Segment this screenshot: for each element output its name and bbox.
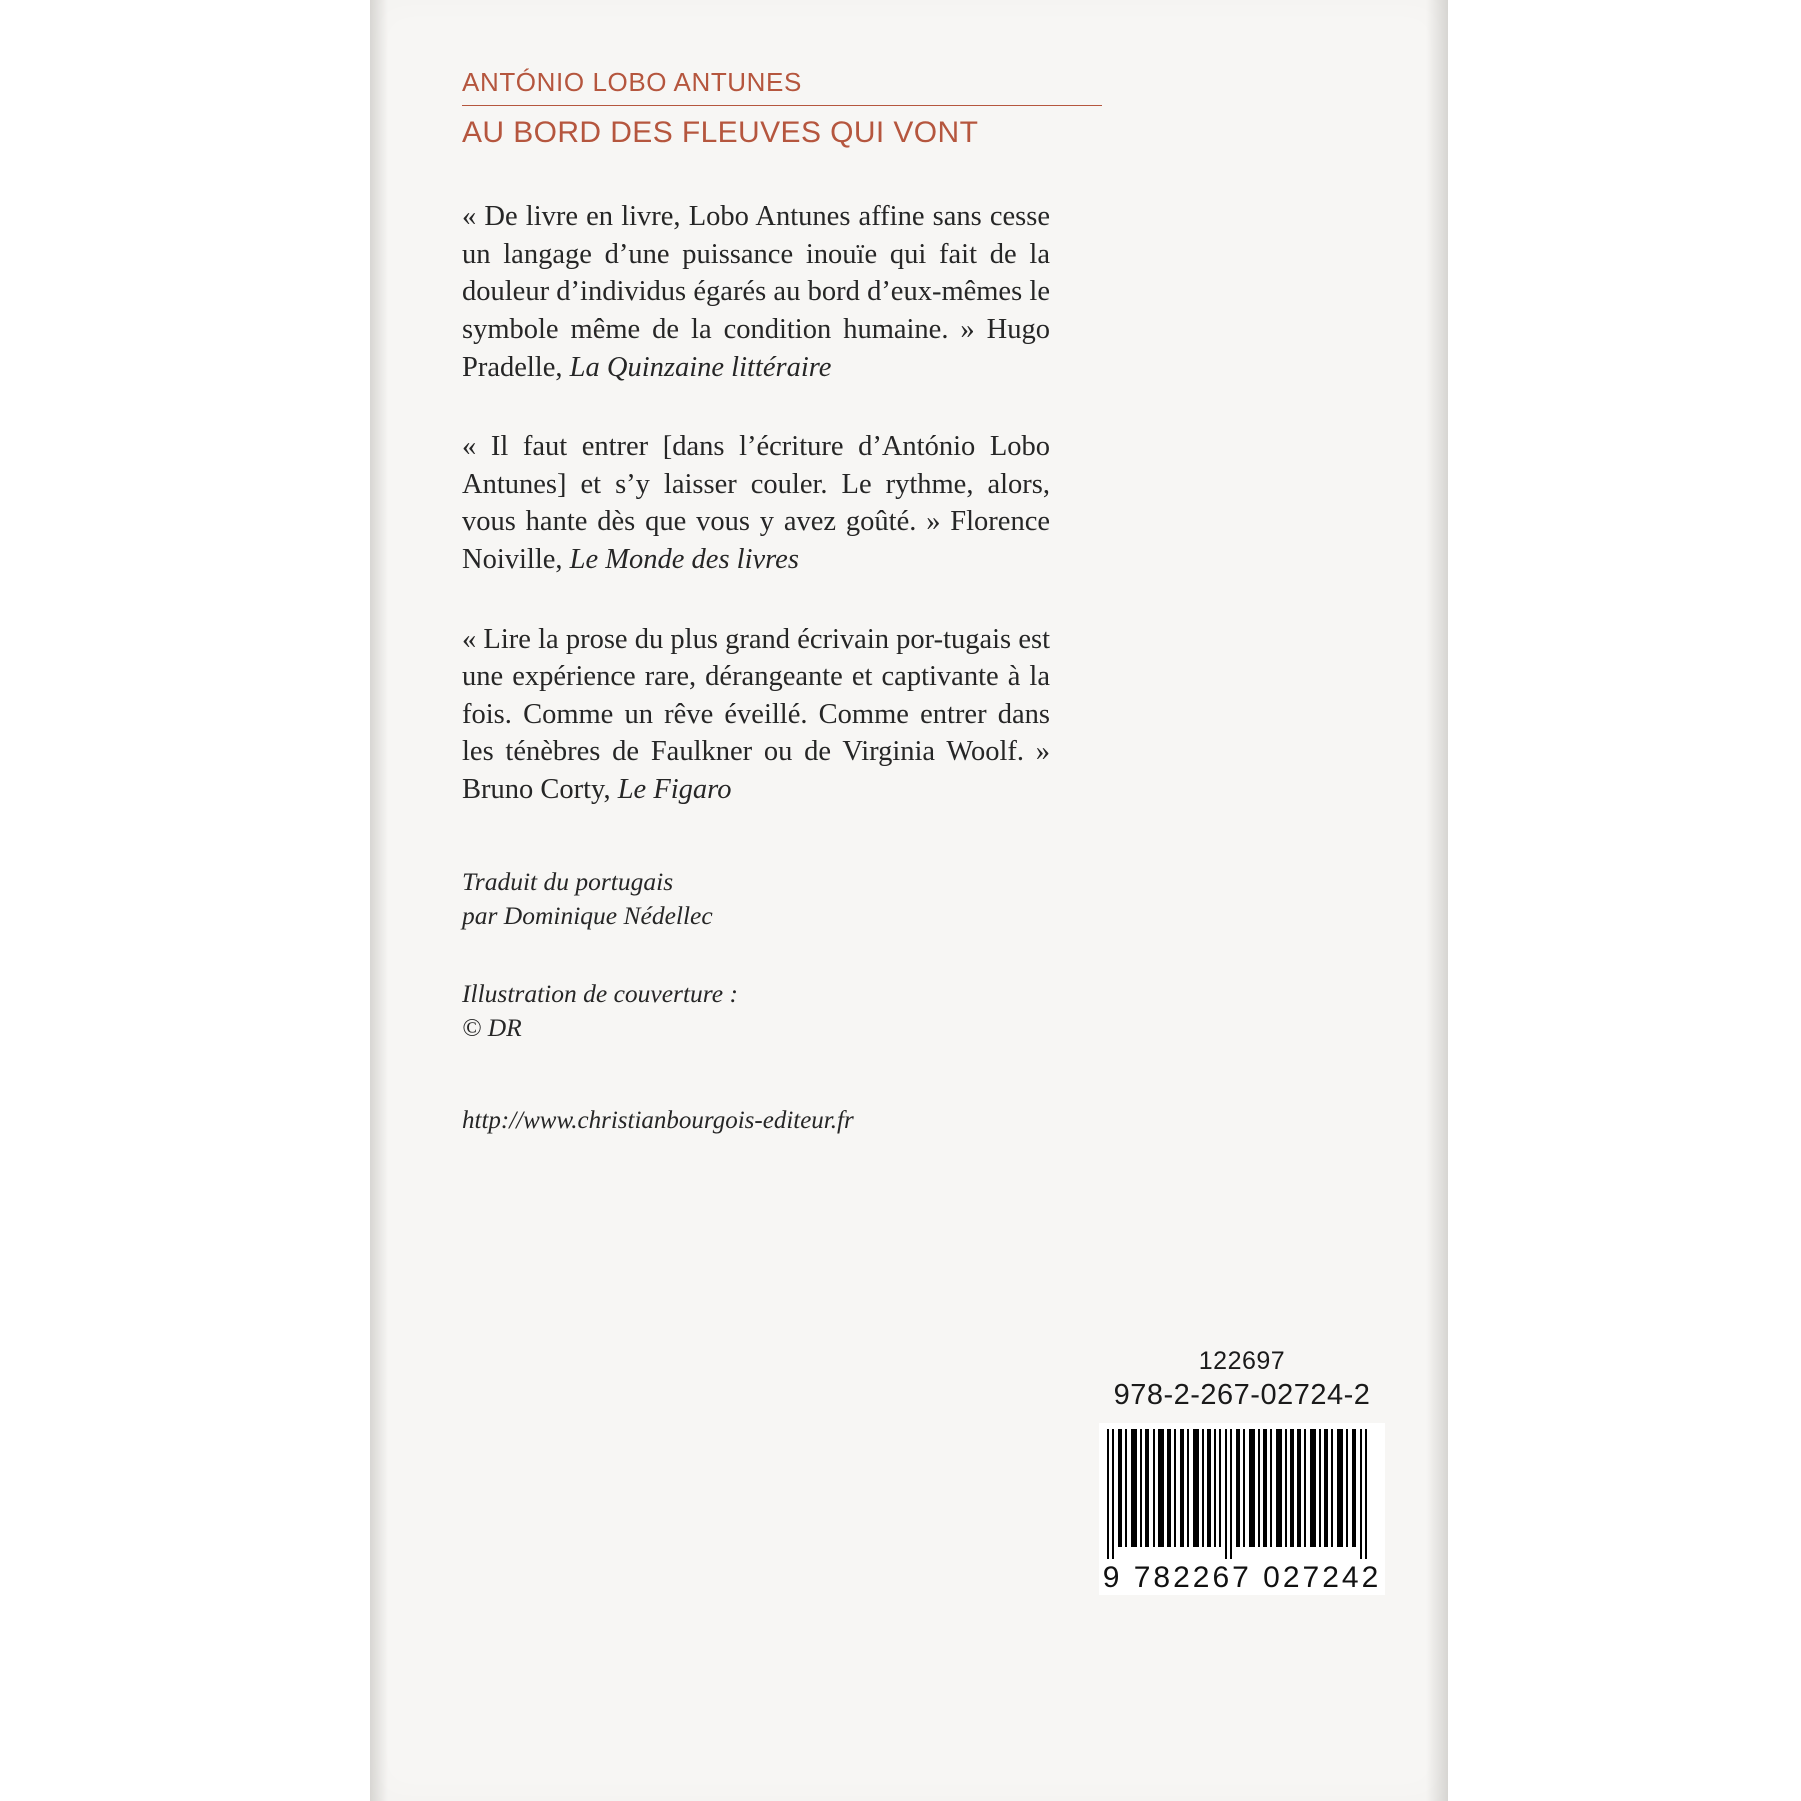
author-name: ANTÓNIO LOBO ANTUNES [462, 67, 802, 97]
barcode-zone [1092, 1345, 1392, 1595]
review-quote [462, 428, 1050, 578]
quote-source: La Quinzaine littéraire [569, 351, 832, 383]
internal-code: 122697 [1198, 1346, 1286, 1375]
quote-text: « Il faut entrer [dans l’écriture d’António Lobo Antunes] et s’y laisser couler. Le rythme, alors, vous hante dès que vous y avez goûté. » Florence Noiville, [462, 431, 1050, 575]
review-quote [462, 621, 1050, 809]
quote-source: Le Figaro [617, 774, 732, 806]
ean13-bars-icon [1103, 1429, 1375, 1559]
book-title: AU BORD DES FLEUVES QUI VONT [462, 115, 979, 149]
publisher-url[interactable]: http://www.christianbourgois-editeur.fr [462, 1107, 854, 1135]
quote-source: Le Monde des livres [569, 543, 799, 575]
review-quote [462, 198, 1050, 386]
ean-digits: 9 782267 027242 [1102, 1561, 1382, 1594]
illustration-credit [462, 977, 1122, 1045]
quote-text: « Lire la prose du plus grand écrivain por-tugais est une expérience rare, dérangeante et captivante à la fois. Comme un rêve éveillé. Comme entrer dans les ténèbres de Faulkner ou de Virginia Woolf. » Bruno Corty, [462, 623, 1050, 806]
barcode-image [1099, 1423, 1386, 1595]
illustration-line-2: © DR [462, 1013, 522, 1043]
translation-credit [462, 865, 1122, 933]
translation-line-2: par Dominique Nédellec [462, 900, 713, 930]
credits-block [462, 865, 1122, 1136]
book-back-cover [370, 0, 1448, 1801]
isbn-number: 978-2-267-02724-2 [1113, 1379, 1371, 1412]
divider [462, 105, 1102, 106]
cover-content [462, 0, 1122, 1801]
translation-line-1: Traduit du portugais [462, 866, 674, 896]
illustration-line-1: Illustration de couverture : [462, 978, 738, 1008]
quote-text: « De livre en livre, Lobo Antunes affine sans cesse un langage d’une puissance inouïe qui fait de la douleur d’individus égarés au bord d’eux-mêmes le symbole même de la condition humaine. » Hugo Pradelle, [462, 201, 1050, 383]
review-quotes [462, 198, 1122, 809]
